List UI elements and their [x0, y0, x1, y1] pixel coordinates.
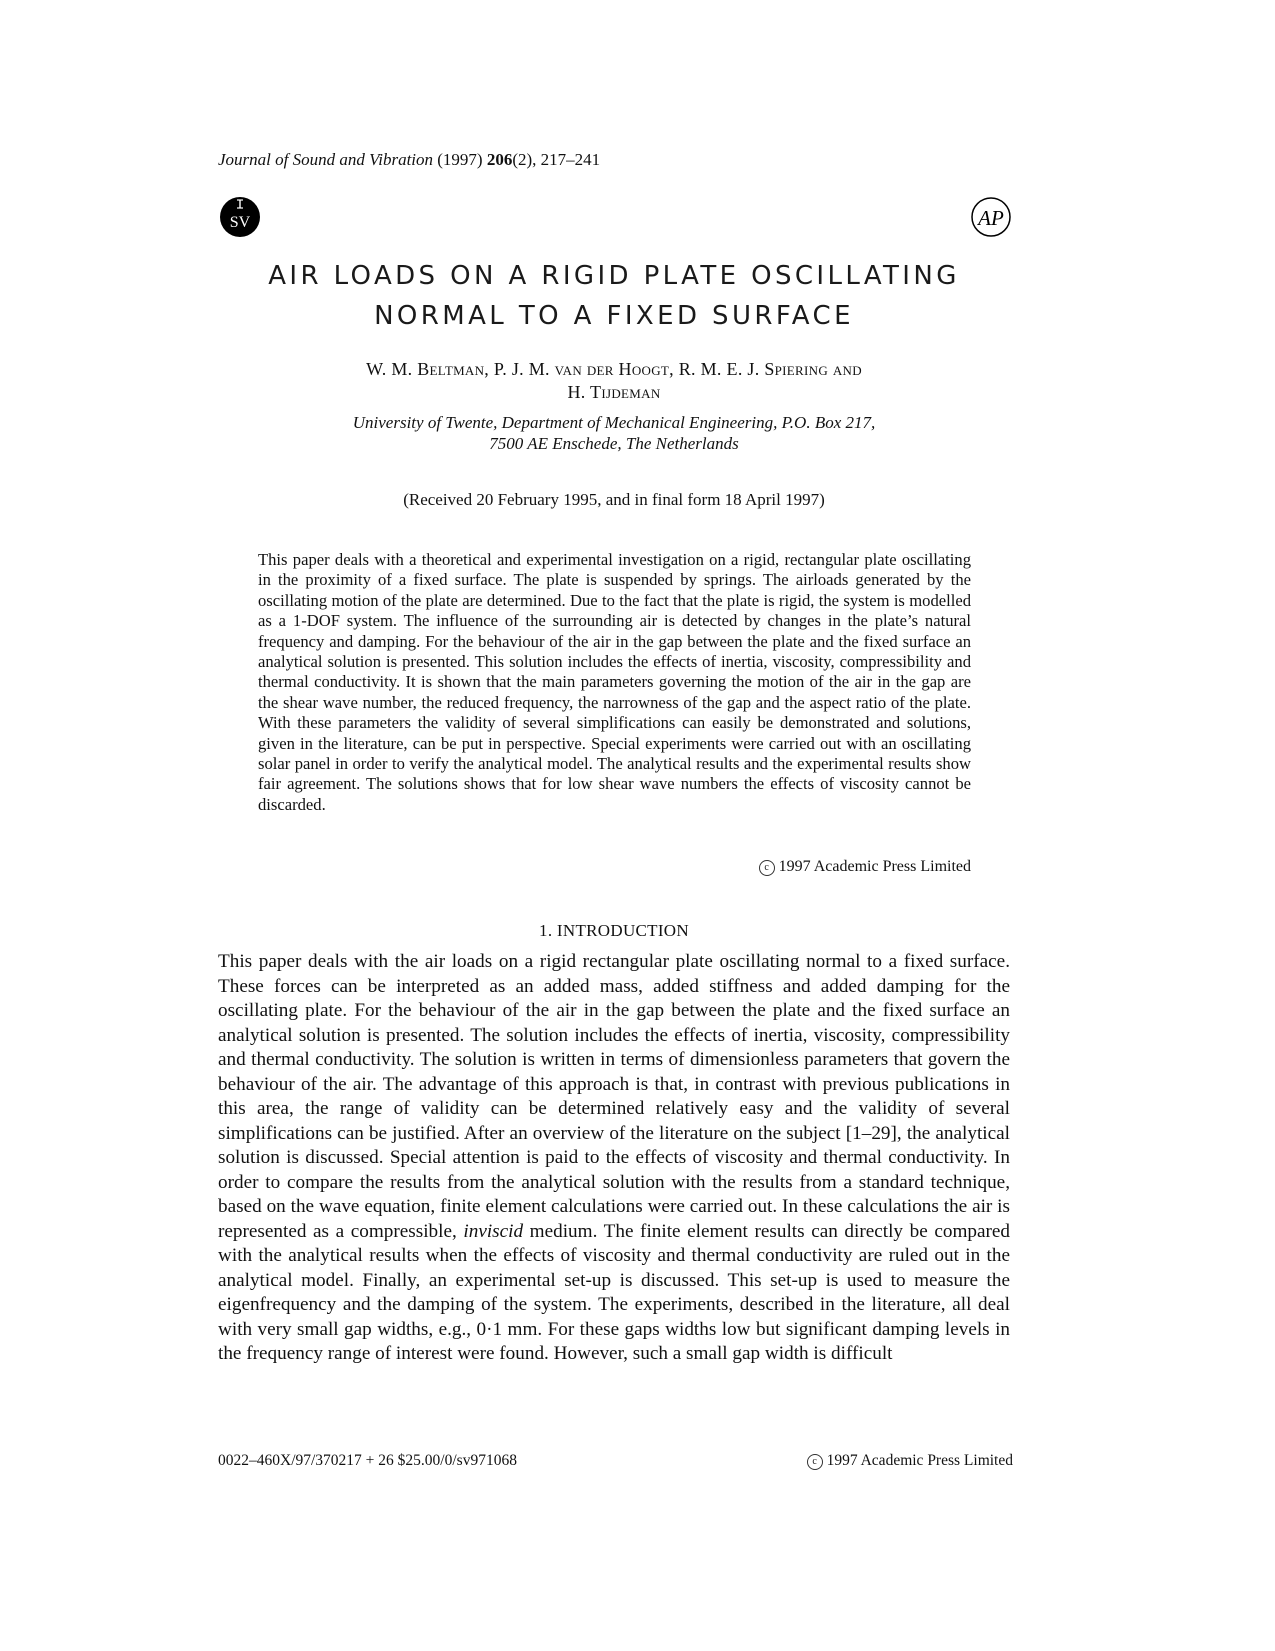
author-list: [218, 358, 1010, 404]
title-line-1: AIR LOADS ON A RIGID PLATE OSCILLATING: [268, 261, 960, 291]
copyright-icon: c: [759, 860, 775, 876]
affiliation-line-1: University of Twente, Department of Mechanical Engineering, P.O. Box 217,: [352, 413, 876, 432]
received-dates: (Received 20 February 1995, and in final form 18 April 1997): [403, 490, 825, 509]
footer-copyright: [807, 1452, 1013, 1470]
introduction-paragraph: [218, 950, 1010, 1367]
section-heading: 1. INTRODUCTION: [539, 921, 689, 940]
copyright-icon: c: [807, 1454, 823, 1470]
paper-title: [218, 256, 1010, 336]
journal-year: (1997): [437, 150, 483, 169]
footer-copyright-text: 1997 Academic Press Limited: [826, 1452, 1013, 1469]
authors-line-1: W. M. Beltman, P. J. M. van der Hoogt, R. M. E. J. Spiering and: [366, 359, 862, 379]
abstract-copyright: [759, 858, 971, 876]
abstract-text: This paper deals with a theoretical and experimental investigation on a rigid, rectangular plate oscillating in the proximity of a fixed surface. The plate is suspended by springs. The airloads generated by the oscillating motion of the plate are determined. Due to the fact that the plate is rigid, the system is modelled as a 1-DOF system. The influence of the surrounding air is detected by changes in the plate’s natural frequency and damping. For the behaviour of the air in the gap between the plate and the fixed surface an analytical solution is presented. This solution includes the effects of inertia, viscosity, compressibility and thermal conductivity. It is shown that the main parameters governing the motion of the air in the gap are the shear wave number, the reduced frequency, the narrowness of the gap and the aspect ratio of the plate. With these parameters the validity of several simplifications can easily be demonstrated and solutions, given in the literature, can be put in perspective. Special experiments were carried out with an oscillating solar panel in order to verify the analytical model. The analytical results and the experimental results show fair agreement. The solutions shows that for low shear wave numbers the effects of viscosity cannot be discarded.: [258, 550, 971, 814]
footer-code: 0022–460X/97/370217 + 26 $25.00/0/sv971068: [218, 1452, 517, 1469]
intro-text-part-2: medium. The finite element results can directly be compared with the analytical results when the effects of viscosity and thermal conductivity are ruled out in the analytical model. Finally, an experimental set-up is discussed. This set-up is used to measure the eigenfrequency and the damping of the system. The experiments, described in the literature, all deal with very small gap widths, e.g., 0·1 mm. For these gaps widths low but significant damping levels in the frequency range of interest were found. However, such a small gap width is difficult: [218, 1220, 1010, 1364]
authors-line-2: H. Tijdeman: [567, 382, 661, 402]
affiliation: [218, 412, 1010, 454]
journal-citation: [218, 150, 600, 170]
ap-logo-text: AP: [978, 206, 1004, 230]
sv-logo: [219, 196, 261, 238]
intro-italic-term: inviscid: [463, 1220, 524, 1242]
ap-logo: [970, 196, 1012, 238]
abstract-copyright-text: 1997 Academic Press Limited: [778, 858, 971, 875]
affiliation-line-2: 7500 AE Enschede, The Netherlands: [489, 434, 739, 453]
title-line-2: NORMAL TO A FIXED SURFACE: [374, 301, 854, 331]
intro-text-part-1: This paper deals with the air loads on a rigid rectangular plate oscillating normal to a fixed surface. These forces can be interpreted as an added mass, added stiffness and added damping for the oscillating plate. For the behaviour of the air in the gap between the plate and the fixed surface an analytical solution is presented. The solution includes the effects of inertia, viscosity, compressibility and thermal conductivity. The solution is written in terms of dimensionless parameters that govern the behaviour of the air. The advantage of this approach is that, in contrast with previous publications in this area, the range of validity can be determined relatively easy and the validity of several simplifications can be justified. After an overview of the literature on the subject [1–29], the analytical solution is discussed. Special attention is paid to the effects of viscosity and thermal conductivity. In order to compare the results from the analytical solution with the results from a standard technique, based on the wave equation, finite element calculations were carried out. In these calculations the air is represented as a compressible,: [218, 951, 1010, 1242]
sv-logo-text: SV: [229, 214, 251, 231]
journal-name: Journal of Sound and Vibration: [218, 150, 434, 169]
journal-volume: 206: [486, 150, 513, 169]
journal-issue-pages: (2), 217–241: [512, 150, 601, 169]
